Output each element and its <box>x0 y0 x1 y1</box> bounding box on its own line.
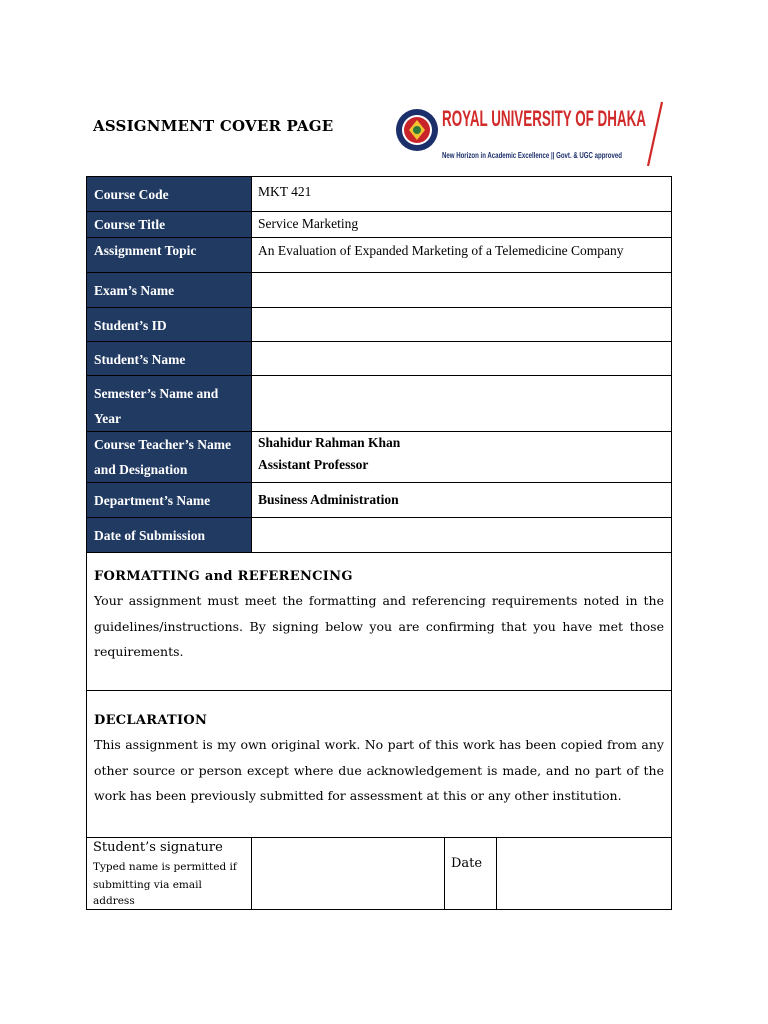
assignment-info-table <box>86 176 672 553</box>
department-label: Department’s Name <box>87 483 252 518</box>
course-title-label: Course Title <box>87 212 252 238</box>
submission-date-label: Date of Submission <box>87 518 252 553</box>
assignment-topic-value: An Evaluation of Expanded Marketing of a Telemedicine Company <box>252 238 672 273</box>
university-logo <box>396 96 666 168</box>
exam-name-label: Exam’s Name <box>87 273 252 308</box>
university-name: ROYAL UNIVERSITY OF DHAKA <box>442 106 646 131</box>
table-row <box>87 838 672 910</box>
signature-note-1: Typed name is permitted if <box>93 861 237 873</box>
exam-name-value[interactable] <box>252 273 672 308</box>
table-row <box>87 177 672 212</box>
table-row <box>87 238 672 273</box>
table-row <box>87 273 672 308</box>
department-value: Business Administration <box>252 483 672 518</box>
student-id-value[interactable] <box>252 308 672 342</box>
course-teacher-label: Course Teacher’s Name and Designation <box>87 432 252 483</box>
student-name-label: Student’s Name <box>87 342 252 376</box>
declaration-heading: DECLARATION <box>94 713 208 728</box>
table-row <box>87 432 672 483</box>
signature-field[interactable] <box>252 838 445 910</box>
course-title-value: Service Marketing <box>252 212 672 238</box>
signature-note-2: submitting via email address <box>93 879 202 907</box>
university-seal-icon <box>396 101 438 151</box>
semester-label: Semester’s Name and Year <box>87 376 252 432</box>
table-row <box>87 376 672 432</box>
semester-value[interactable] <box>252 376 672 432</box>
formatting-body: Your assignment must meet the formatting and referencing requirements noted in the guidelines/instructions. By signing below you are confirming that you have met those requirements. <box>94 593 664 659</box>
table-row <box>87 342 672 376</box>
svg-text:ROYAL: ROYAL <box>407 101 427 107</box>
student-name-value[interactable] <box>252 342 672 376</box>
declaration-section <box>86 690 672 838</box>
teacher-name: Shahidur Rahman Khan <box>258 435 401 450</box>
signature-label-cell <box>87 838 252 910</box>
teacher-designation: Assistant Professor <box>258 457 369 472</box>
formatting-heading: FORMATTING and REFERENCING <box>94 569 353 584</box>
date-label: Date <box>445 838 497 910</box>
signature-label: Student’s signature <box>93 840 223 855</box>
declaration-body: This assignment is my own original work. No part of this work has been copied from any other source or person except where due acknowledgement is made, and no part of the work has been previously submitted for assessment at this or any other institution. <box>94 737 664 803</box>
university-tagline: New Horizon in Academic Excellence || Govt. & UGC approved <box>442 151 623 160</box>
table-row <box>87 212 672 238</box>
logo-slash-decoration <box>648 102 662 166</box>
course-code-value: MKT 421 <box>252 177 672 212</box>
date-field[interactable] <box>497 838 672 910</box>
table-row <box>87 483 672 518</box>
course-teacher-value <box>252 432 672 483</box>
assignment-topic-label: Assignment Topic <box>87 238 252 273</box>
table-row <box>87 308 672 342</box>
signature-table <box>86 837 672 910</box>
formatting-section <box>86 547 672 691</box>
university-logo-graphic <box>396 96 666 168</box>
student-id-label: Student’s ID <box>87 308 252 342</box>
page-title: ASSIGNMENT COVER PAGE <box>93 117 334 135</box>
course-code-label: Course Code <box>87 177 252 212</box>
